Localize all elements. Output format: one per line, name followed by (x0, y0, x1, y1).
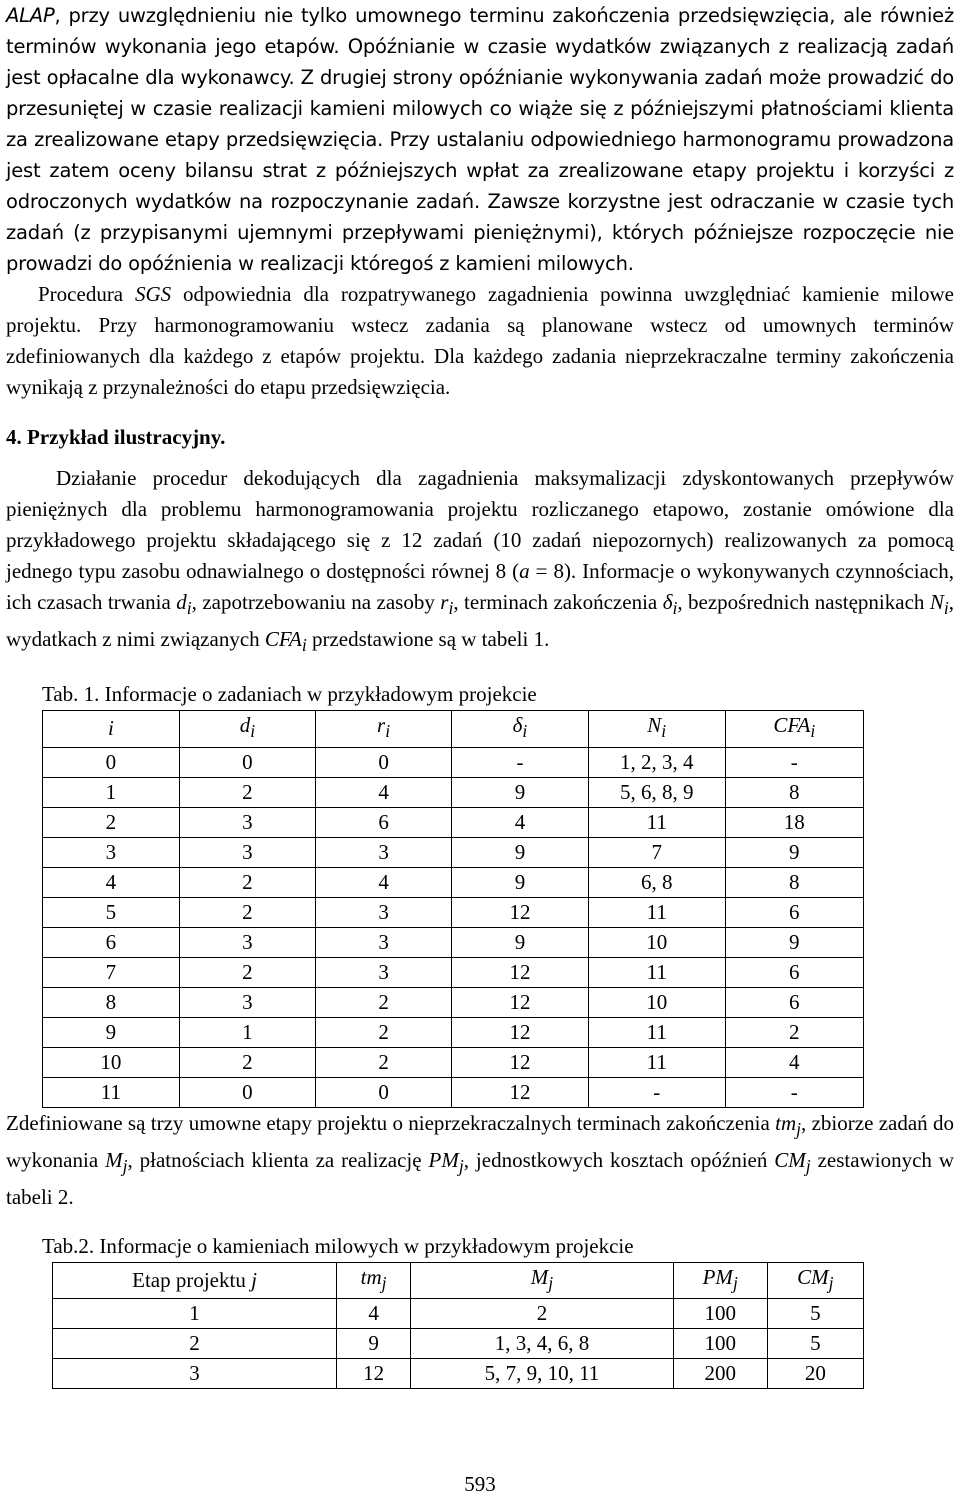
table-cell: 9 (725, 927, 863, 957)
table-cell: 2 (411, 1299, 674, 1329)
table-row (43, 777, 864, 807)
table-cell: 5 (767, 1299, 863, 1329)
table-cell: 2 (179, 1047, 315, 1077)
table-cell: 4 (725, 1047, 863, 1077)
table-cell: 2 (316, 987, 452, 1017)
table-cell: 2 (179, 957, 315, 987)
table-cell: 2 (179, 867, 315, 897)
table-row (43, 747, 864, 777)
table-cell: - (588, 1077, 725, 1107)
table-cell: 4 (43, 867, 180, 897)
table-cell: 0 (43, 747, 180, 777)
table-cell: 3 (316, 897, 452, 927)
table-cell: 6, 8 (588, 867, 725, 897)
table-cell: 12 (452, 1047, 589, 1077)
table-cell: 2 (725, 1017, 863, 1047)
table-header-cell: $d_i$ (179, 711, 315, 747)
table-row (53, 1359, 864, 1389)
table-cell: 2 (179, 897, 315, 927)
table-cell: 100 (673, 1329, 767, 1359)
table-cell: 11 (588, 807, 725, 837)
table-cell: 9 (452, 777, 589, 807)
table-cell: 5 (43, 897, 180, 927)
table-cell: 18 (725, 807, 863, 837)
table-cell: 8 (725, 777, 863, 807)
table1-caption: Tab. 1. Informacje o zadaniach w przykładowym projekcie (42, 682, 537, 707)
table-cell: 12 (452, 987, 589, 1017)
table-cell: 0 (316, 747, 452, 777)
table-cell: 5, 6, 8, 9 (588, 777, 725, 807)
table-cell: 11 (43, 1077, 180, 1107)
table-cell: 12 (452, 897, 589, 927)
table-cell: 11 (588, 1047, 725, 1077)
table-row (43, 987, 864, 1017)
table-cell: 1 (43, 777, 180, 807)
table-cell: 4 (452, 807, 589, 837)
table-cell: 11 (588, 957, 725, 987)
table-cell: 2 (316, 1047, 452, 1077)
table-header-cell: i (43, 711, 180, 747)
table-cell: 1 (179, 1017, 315, 1047)
table-header-cell: $CM_j$ (767, 1262, 863, 1298)
table-cell: 1 (53, 1299, 337, 1329)
table-cell: 3 (316, 837, 452, 867)
table-cell: 6 (43, 927, 180, 957)
table-cell: 200 (673, 1359, 767, 1389)
table2-caption: Tab.2. Informacje o kamieniach milowych w przykładowym projekcie (42, 1233, 634, 1258)
table-row (43, 897, 864, 927)
table-cell: 8 (43, 987, 180, 1017)
table-cell: 12 (452, 957, 589, 987)
table-cell: 1, 2, 3, 4 (588, 747, 725, 777)
table-cell: 12 (452, 1017, 589, 1047)
table-header-cell: $CFA_i$ (725, 711, 863, 747)
table-cell: 0 (179, 747, 315, 777)
table-cell: 3 (316, 957, 452, 987)
table-cell: 3 (179, 807, 315, 837)
table-row (43, 807, 864, 837)
table-cell: 3 (179, 837, 315, 867)
table-cell: 6 (725, 897, 863, 927)
intro-paragraph (6, 0, 954, 279)
table-cell: 11 (588, 897, 725, 927)
table-cell: 8 (725, 867, 863, 897)
table-cell: 0 (316, 1077, 452, 1107)
table-row (43, 927, 864, 957)
section-heading: 4. Przykład ilustracyjny. (6, 425, 226, 449)
table-header-cell: $\delta_i$ (452, 711, 589, 747)
table-cell: 2 (316, 1017, 452, 1047)
alap-term: ALAP (6, 4, 55, 27)
table-row (43, 957, 864, 987)
intro-text: , przy uwzględnieniu nie tylko umownego terminu zakończenia przedsięwzięcia, ale również terminów wykonania jego etapów. Opóźnianie w czasie wydatków związanych z realizacją zadań jest opłacalne dla wykonawcy. Z drugiej strony opóźnianie wykonywania zadań może prowadzić do przesuniętej w czasie realizacji kamieni milowych co wiąże się z późniejszymi płatnościami klienta za zrealizowane etapy przedsięwzięcia. Przy ustalaniu odpowiedniego harmonogramu prowadzona jest zatem oceny bilansu strat z późniejszych wpłat za zrealizowane etapy projektu i korzyści z odroczonych wydatków na rozpoczynanie zadań. Zawsze korzystne jest odraczanie w czasie tych zadań (z przypisanymi ujemnymi przepływami pieniężnymi), których późniejsze rozpoczęcie nie prowadzi do opóźnienia w realizacji któregoś z kamieni milowych. (6, 4, 954, 275)
table-cell: 0 (179, 1077, 315, 1107)
table-cell: 3 (43, 837, 180, 867)
table-cell: 9 (725, 837, 863, 867)
table-cell: 9 (337, 1329, 411, 1359)
table-cell: 4 (316, 867, 452, 897)
table-header-cell: $PM_j$ (673, 1262, 767, 1298)
table-cell: 5 (767, 1329, 863, 1359)
milestones-table (52, 1262, 864, 1389)
sgs-term: SGS (134, 282, 172, 306)
table-cell: 9 (452, 837, 589, 867)
table-cell: 7 (588, 837, 725, 867)
table-cell: 4 (337, 1299, 411, 1329)
table-cell: 100 (673, 1299, 767, 1329)
table-cell: 2 (53, 1329, 337, 1359)
table-cell: 3 (179, 927, 315, 957)
table-cell: 6 (725, 987, 863, 1017)
table-header-cell: $M_j$ (411, 1262, 674, 1298)
table-cell: 2 (179, 777, 315, 807)
table-row (53, 1299, 864, 1329)
table-cell: 5, 7, 9, 10, 11 (411, 1359, 674, 1389)
page-number: 593 (464, 1472, 496, 1496)
table-cell: 3 (53, 1359, 337, 1389)
table-cell: 7 (43, 957, 180, 987)
table-row (53, 1329, 864, 1359)
stages-paragraph: Zdefiniowane są trzy umowne etapy projektu o nieprzekraczalnych terminach zakończenia $tm_j$, zbiorze zadań do wykonania $M_j$, płatnościach klienta za realizację $PM_j$, jednostkowych kosztach opóźnień $CM_j$ zestawionych w tabeli 2. (6, 1110, 954, 1209)
table-row (43, 1077, 864, 1107)
table-row (43, 837, 864, 867)
table-cell: 20 (767, 1359, 863, 1389)
example-paragraph: Działanie procedur dekodujących dla zagadnienia maksymalizacji zdyskontowanych przepływów pieniężnych dla problemu harmonogramowania projektu rozliczanego etapowo, zostanie omówione dla przykładowego projektu składającego się z 12 zadań (10 zadań niepozornych) realizowanych za pomocą jednego typu zasobu odnawialnego o dostępności równej 8 (a = 8). Informacje o wykonywanych czynnościach, ich czasach trwania $d_i$, zapotrzebowaniu na zasoby $r_i$, terminach zakończenia $\delta_i$, bezpośrednich następnikach $N_i$, wydatkach z nimi związanych $CFA_i$ przedstawione są w tabeli 1. (6, 466, 955, 656)
tasks-table (42, 710, 864, 1107)
table-row (43, 867, 864, 897)
table-header-cell: Etap projektu j (53, 1262, 337, 1298)
table-cell: 3 (179, 987, 315, 1017)
table-cell: 9 (452, 927, 589, 957)
table-cell: 12 (337, 1359, 411, 1389)
table-cell: 12 (452, 1077, 589, 1107)
procedure-paragraph: Procedura SGS odpowiednia dla rozpatrywanego zagadnienia powinna uwzględniać kamienie milowe projektu. Przy harmonogramowaniu wstecz zadania są planowane wstecz od umownych terminów zdefiniowanych dla każdego z etapów projektu. Dla każdego zadania nieprzekraczalne terminy zakończenia wynikają z przynależności do etapu przedsięwzięcia. (6, 282, 954, 399)
table-cell: 1, 3, 4, 6, 8 (411, 1329, 674, 1359)
table-cell: 9 (43, 1017, 180, 1047)
table-cell: 4 (316, 777, 452, 807)
table-cell: 9 (452, 867, 589, 897)
table-cell: - (725, 747, 863, 777)
table-header-cell: $N_i$ (588, 711, 725, 747)
table-cell: - (452, 747, 589, 777)
table-cell: - (725, 1077, 863, 1107)
table-cell: 10 (588, 927, 725, 957)
table-header-row (53, 1262, 864, 1298)
table-cell: 2 (43, 807, 180, 837)
table-cell: 10 (588, 987, 725, 1017)
table-header-cell: $r_i$ (316, 711, 452, 747)
table-row (43, 1017, 864, 1047)
table-cell: 10 (43, 1047, 180, 1077)
table-header-cell: $tm_j$ (337, 1262, 411, 1298)
table-row (43, 1047, 864, 1077)
table-header-row (43, 711, 864, 747)
table-cell: 11 (588, 1017, 725, 1047)
table-cell: 6 (725, 957, 863, 987)
table-cell: 6 (316, 807, 452, 837)
table-cell: 3 (316, 927, 452, 957)
